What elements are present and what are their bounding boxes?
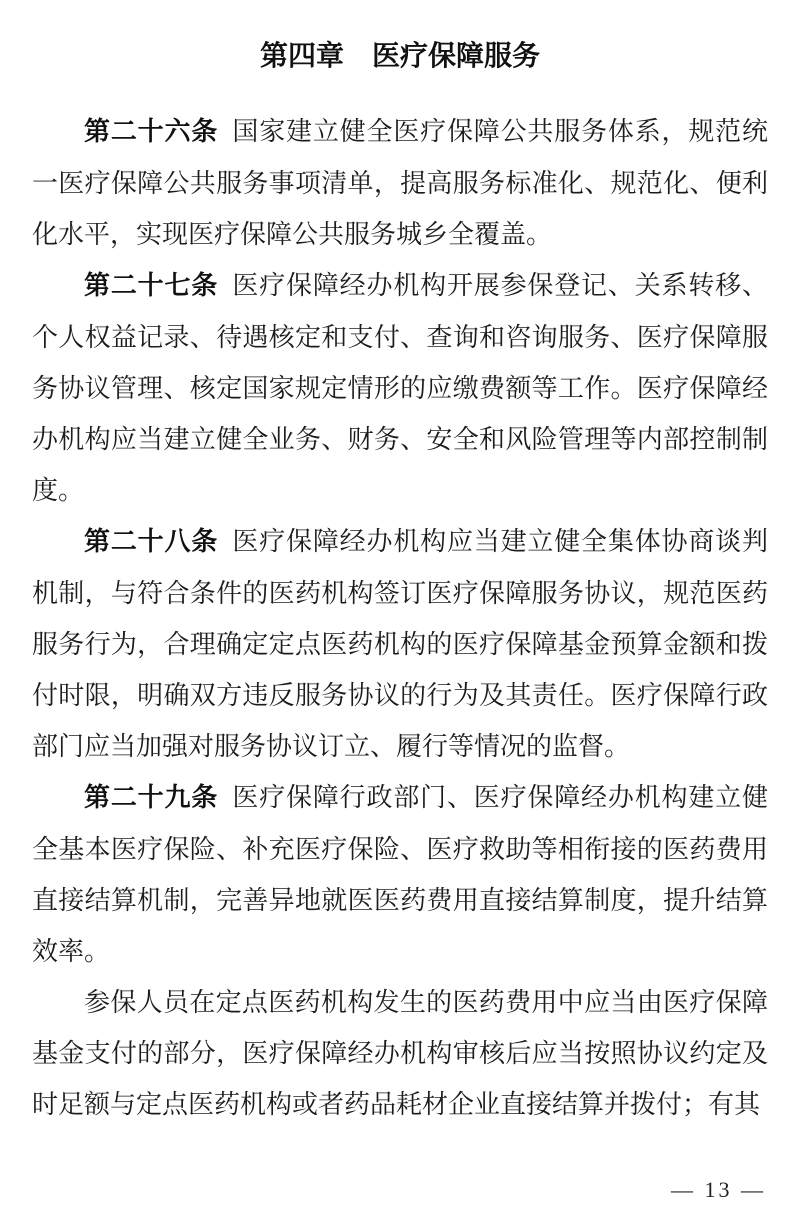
paragraph-text: 医疗保障经办机构应当建立健全集体协商谈判机制，与符合条件的医药机构签订医疗保障服务协议，规范医药服务行为，合理确定定点医药机构的医疗保障基金预算金额和拨付时限，明确双方违反服务协议的行为及其责任。医疗保障行政部门应当加强对服务协议订立、履行等情况的监督。 xyxy=(32,527,768,761)
article-number: 第二十七条 xyxy=(84,271,219,301)
article-paragraph xyxy=(32,772,768,977)
article-number: 第二十八条 xyxy=(84,527,219,557)
article-paragraph xyxy=(32,977,768,1130)
paragraph-text: 医疗保障经办机构开展参保登记、关系转移、个人权益记录、待遇核定和支付、查询和咨询服务、医疗保障服务协议管理、核定国家规定情形的应缴费额等工作。医疗保障经办机构应当建立健全业务、财务、安全和风险管理等内部控制制度。 xyxy=(32,271,768,505)
article-number: 第二十九条 xyxy=(84,783,219,813)
article-paragraph xyxy=(32,260,768,516)
article-paragraph xyxy=(32,516,768,772)
article-body xyxy=(32,106,768,1130)
article-number: 第二十六条 xyxy=(84,117,219,147)
chapter-title: 第四章 医疗保障服务 xyxy=(259,39,540,72)
page-number: — 13 — xyxy=(671,1177,766,1202)
paragraph-text: 国家建立健全医疗保障公共服务体系，规范统一医疗保障公共服务事项清单，提高服务标准化、规范化、便利化水平，实现医疗保障公共服务城乡全覆盖。 xyxy=(32,117,768,249)
document-page xyxy=(0,36,800,1202)
paragraph-text: 医疗保障行政部门、医疗保障经办机构建立健全基本医疗保险、补充医疗保险、医疗救助等相衔接的医药费用直接结算机制，完善异地就医医药费用直接结算制度，提升结算效率。 xyxy=(32,783,768,966)
paragraph-text: 参保人员在定点医药机构发生的医药费用中应当由医疗保障基金支付的部分，医疗保障经办机构审核后应当按照协议约定及时足额与定点医药机构或者药品耗材企业直接结算并拨付；有其 xyxy=(32,988,768,1119)
article-paragraph xyxy=(32,106,768,260)
